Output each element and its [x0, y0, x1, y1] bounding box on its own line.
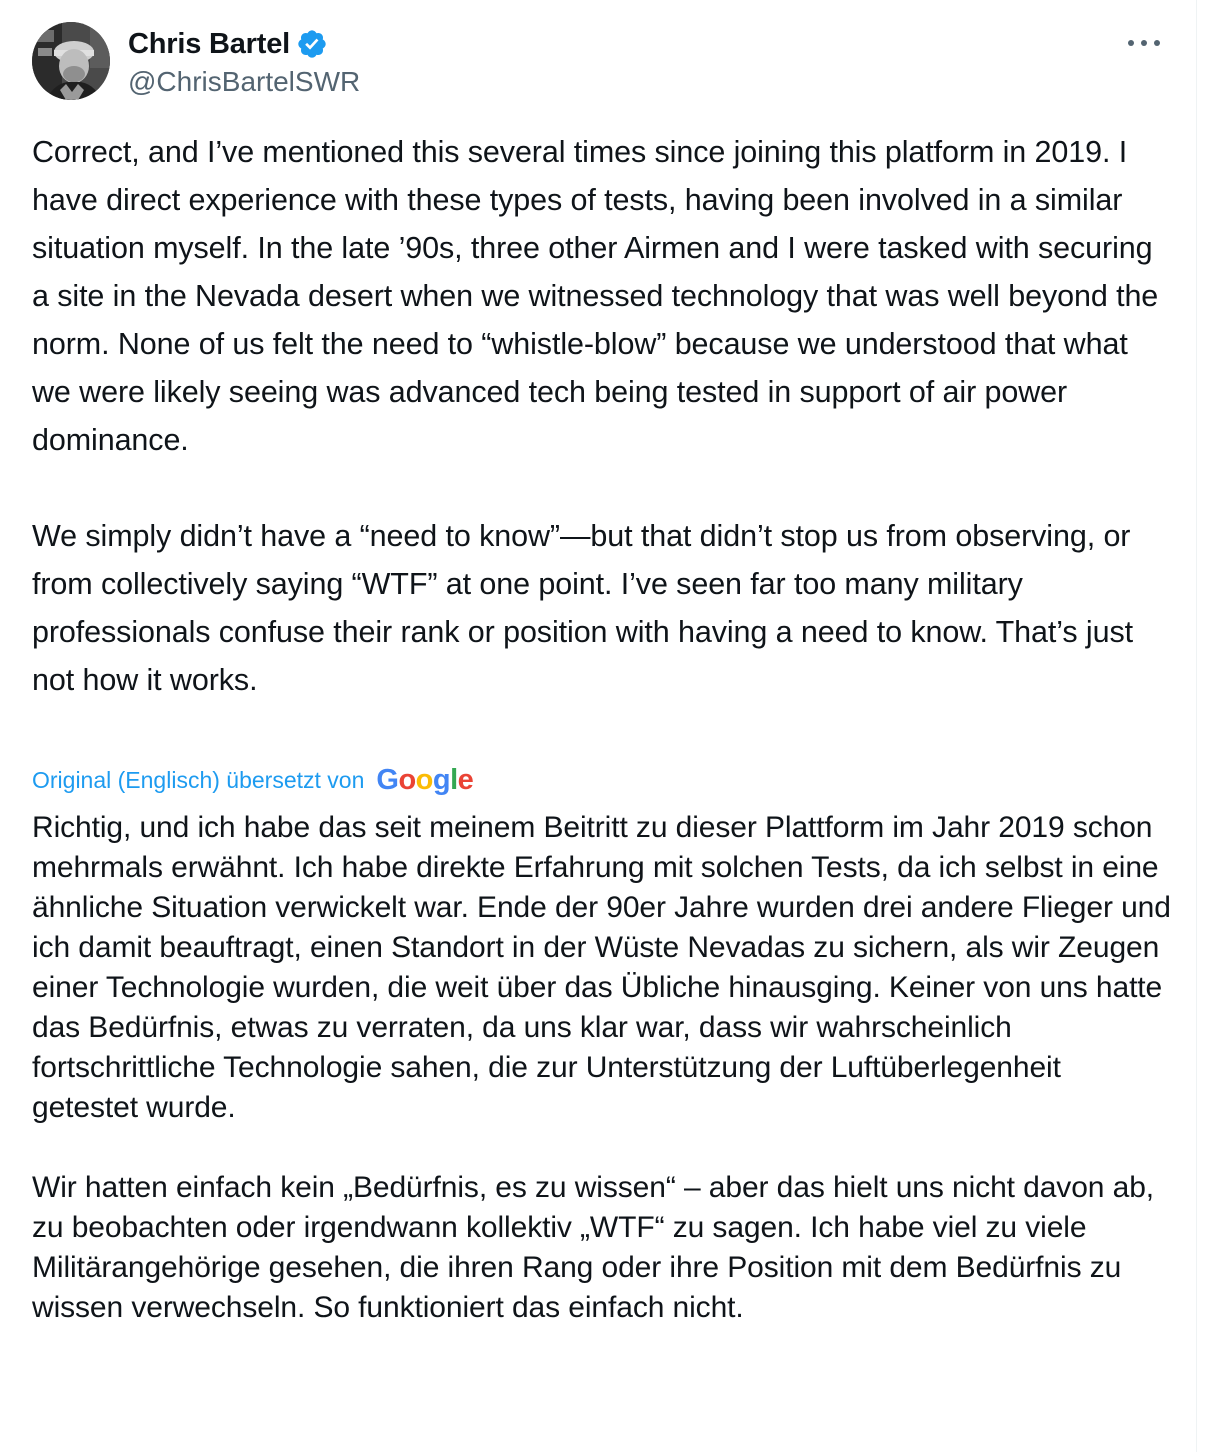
- avatar-photo: [32, 22, 110, 100]
- tweet-header: [32, 22, 360, 104]
- google-logo: G o o g l e: [376, 763, 474, 796]
- name-row: [128, 24, 360, 64]
- right-divider: [1196, 0, 1197, 1452]
- translation-label[interactable]: Original (Englisch) übersetzt von: [32, 766, 365, 793]
- display-name[interactable]: Chris Bartel: [128, 27, 290, 60]
- handle[interactable]: @ChrisBartelSWR: [128, 66, 361, 97]
- translation-attribution: [32, 760, 473, 800]
- tweet-text: [32, 128, 1172, 704]
- translated-text: [32, 808, 1180, 1328]
- avatar[interactable]: [32, 22, 110, 100]
- tweet-paragraph: We simply didn’t have a “need to know”—but that didn’t stop us from observing, or from collectively saying “WTF” at one point. I’ve seen far too many military professionals confuse their rank or position with having a need to know. That’s just not how it works.: [32, 519, 1142, 697]
- more-horizontal-icon: [1127, 39, 1161, 47]
- verified-badge-icon: [296, 28, 328, 60]
- translated-paragraph: Wir hatten einfach kein „Bedürfnis, es zu wissen“ – aber das hielt uns nicht davon ab, zu beobachten oder irgendwann kollektiv „WTF“ zu sagen. Ich habe viel zu viele Militärangehörige gesehen, die ihren Rang oder ihre Position mit dem Bedürfnis zu wissen verwechseln. So funktioniert das einfach nicht.: [32, 1171, 1163, 1324]
- more-button[interactable]: [1124, 28, 1164, 58]
- translated-paragraph: Richtig, und ich habe das seit meinem Beitritt zu dieser Plattform im Jahr 2019 schon mehrmals erwähnt. Ich habe direkte Erfahrung mit solchen Tests, da ich selbst in eine ähnliche Situation verwickelt war. Ende der 90er Jahre wurden drei andere Flieger und ich damit beauftragt, einen Standort in der Wüste Nevadas zu sichern, als wir Zeugen einer Technologie wurden, die weit über das Übliche hinausging. Keiner von uns hatte das Bedürfnis, etwas zu verraten, da uns klar war, dass wir wahrscheinlich fortschrittliche Technologie sahen, die zur Unterstützung der Luftüberlegenheit getestet wurde.: [32, 811, 1180, 1124]
- author-names: [128, 24, 360, 98]
- tweet-paragraph: Correct, and I’ve mentioned this several times since joining this platform in 2019. I have direct experience with these types of tests, having been involved in a similar situation myself. In the late ’90s, three other Airmen and I were tasked with securing a site in the Nevada desert when we witnessed technology that was well beyond the norm. None of us felt the need to “whistle-blow” because we understood that what we were likely seeing was advanced tech being tested in support of air power dominance.: [32, 135, 1167, 457]
